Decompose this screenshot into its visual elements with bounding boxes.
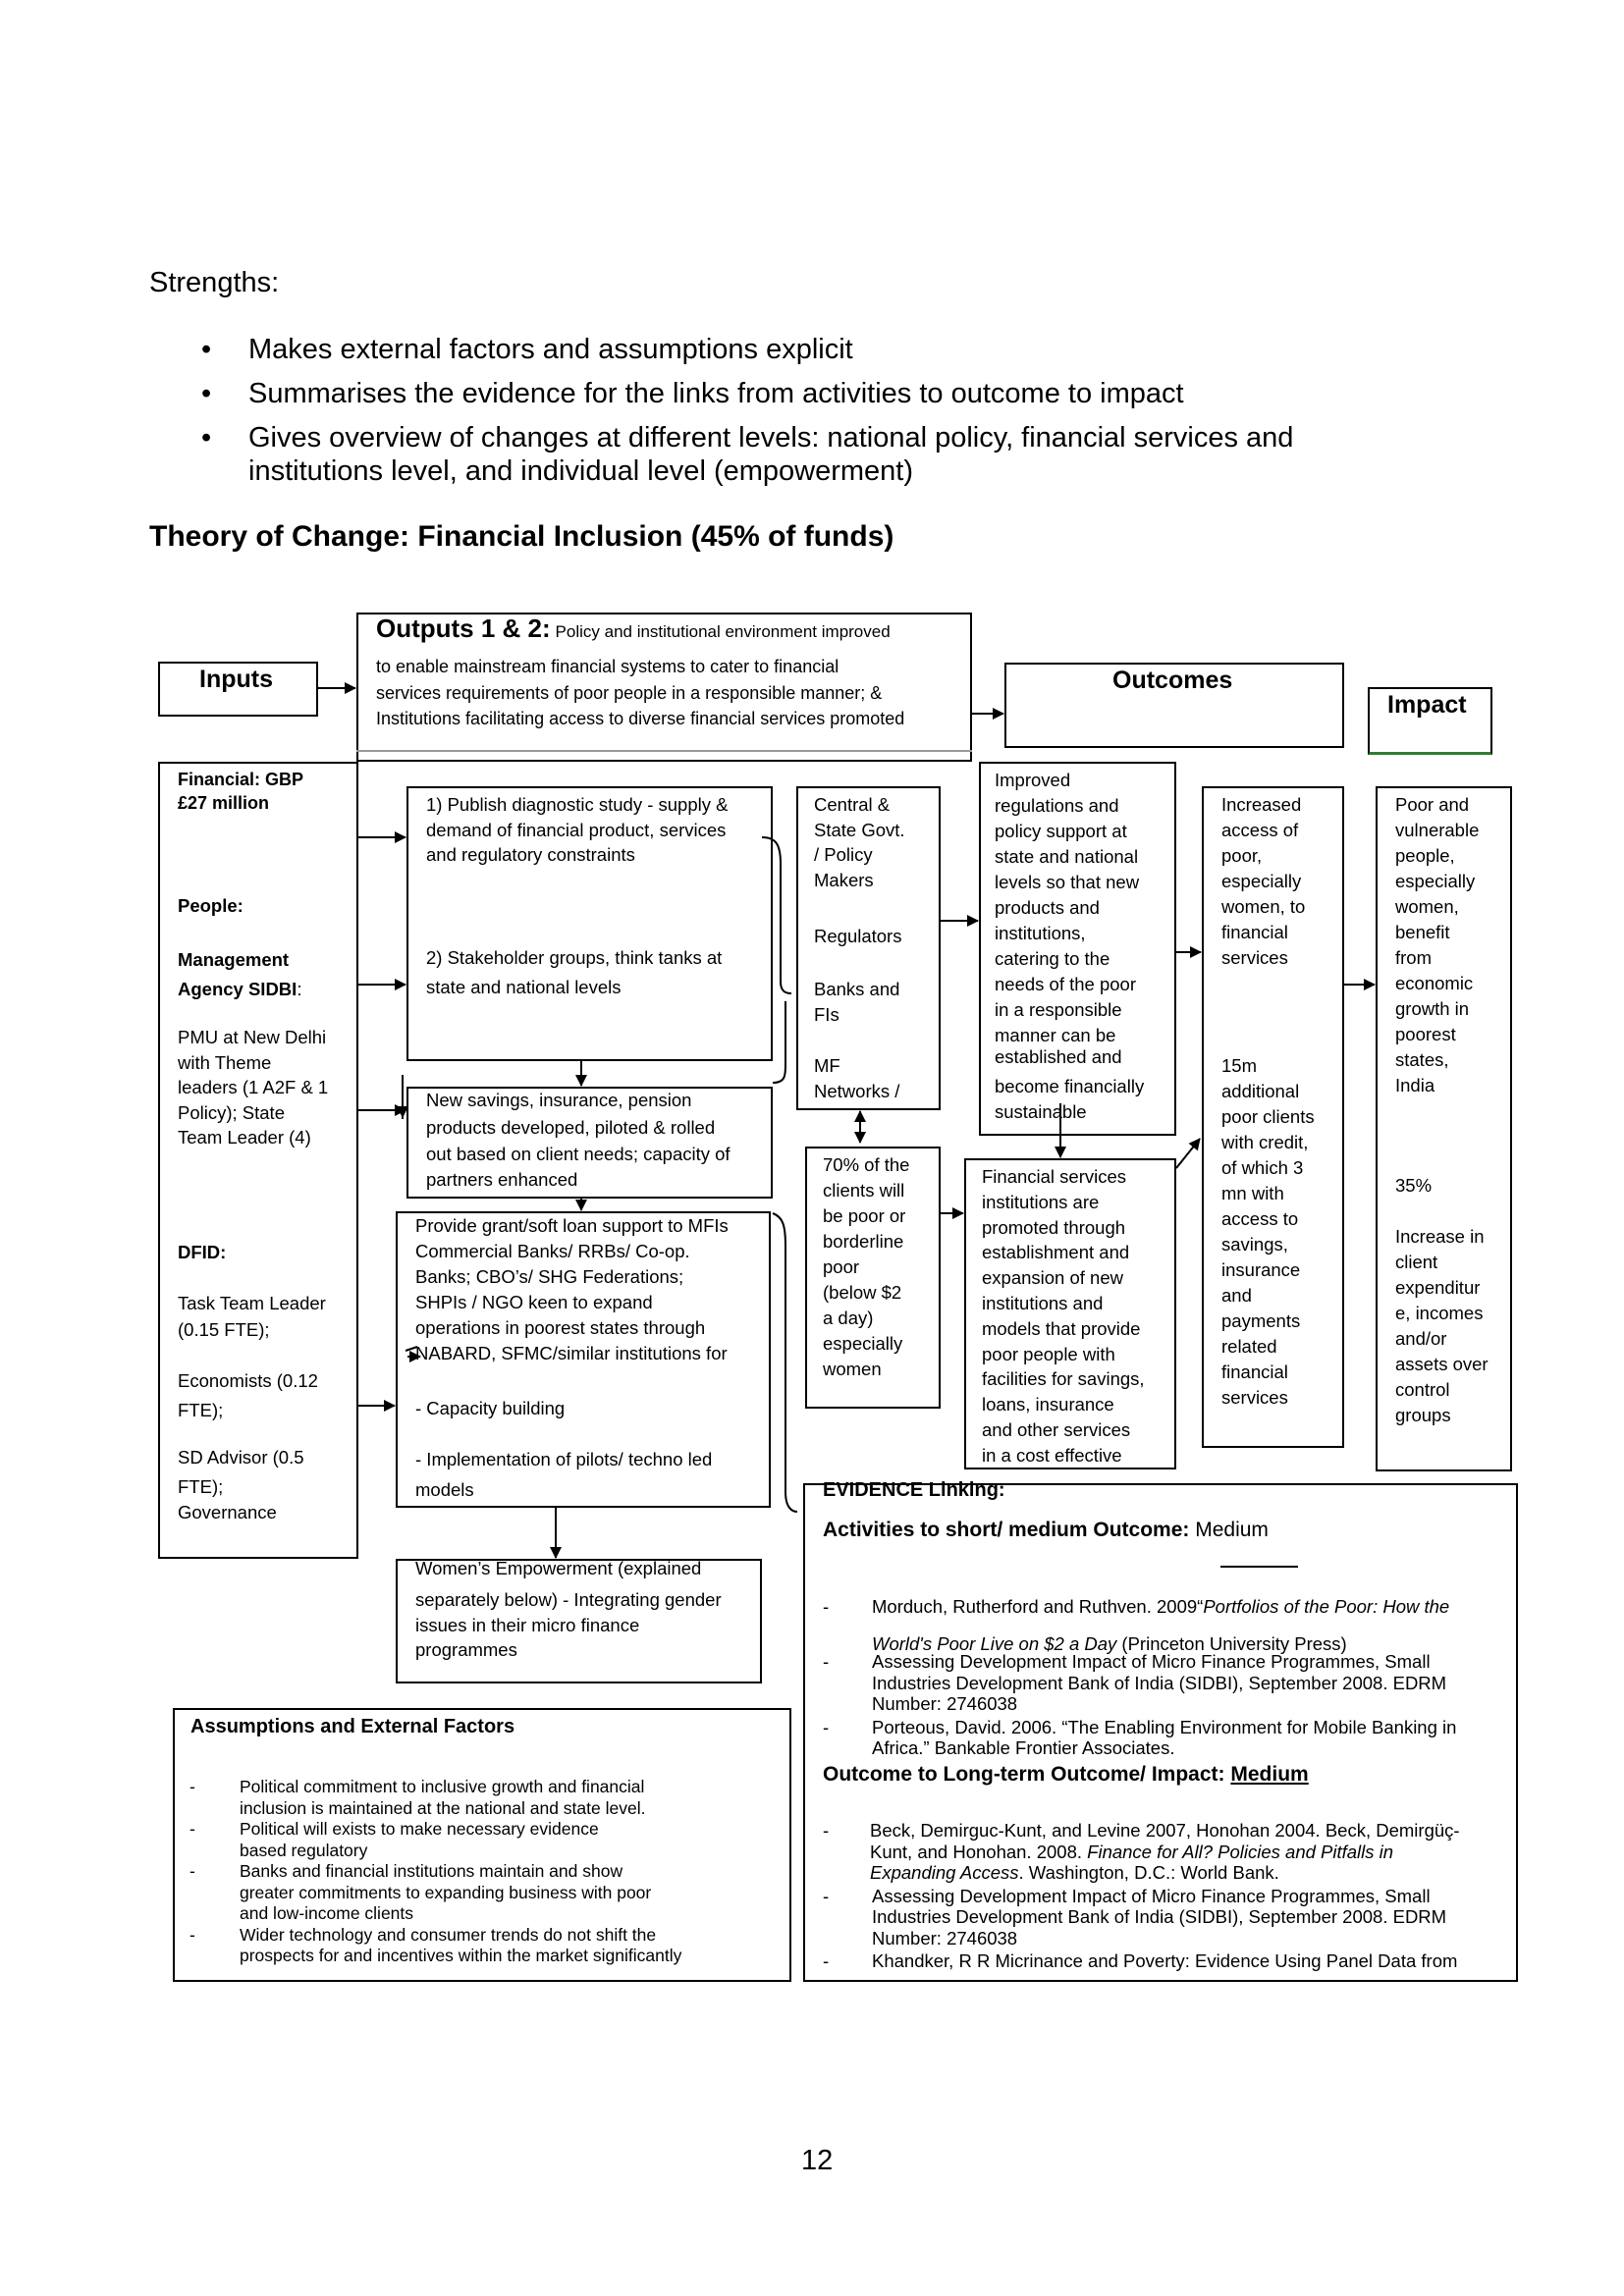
assumption-item: - Wider technology and consumer trends do not shift the prospects for and incentives within the market significantly: [189, 1924, 682, 1965]
assumption-item: - Political commitment to inclusive growth and financial inclusion is maintained at the national and state level.: [189, 1777, 646, 1818]
impact-box: Poor and vulnerable people, especially women, benefit from economic growth in poorest states, India 35% Increase in client expenditur e, incomes and/or assets over control groups: [1376, 786, 1512, 1471]
evidence-title: EVIDENCE Linking:: [823, 1479, 1005, 1501]
outcomes-header: Outcomes: [1004, 663, 1344, 748]
impact-header: Impact: [1368, 687, 1492, 755]
activity-box-3: New savings, insurance, pension products developed, piloted & rolled out based on client needs; capacity of partners enhanced: [406, 1087, 773, 1199]
evidence-ref: - Beck, Demirguc-Kunt, and Levine 2007, Honohan 2004. Beck, Demirgüç- Kunt, and Honohan. 2008. Finance for All? Policies and Pitfalls in Expanding Access. Washington, D.C.: World Bank.: [823, 1820, 1460, 1883]
evidence-section-1: Activities to short/ medium Outcome: Medium: [823, 1519, 1269, 1541]
inputs-box: Financial: GBP £27 million People: Management Agency SIDBI: PMU at New Delhi with Theme leaders (1 A2F & 1 Policy); State Team Leader (4) DFID: Task Team Leader (0.15 FTE); Economists (0.12 FTE); SD Advisor (0.5 FTE); Governance: [158, 762, 358, 1559]
brace-activity3: [773, 1001, 785, 1083]
assumption-item: - Political will exists to make necessary evidence based regulatory: [189, 1819, 599, 1860]
evidence-ref: - Morduch, Rutherford and Ruthven. 2009“Portfolios of the Poor: How the World's Poor Live on $2 a Day (Princeton University Press): [823, 1596, 1450, 1654]
evidence-ref: - Assessing Development Impact of Micro Finance Programmes, Small Industries Development Bank of India (SIDBI), September 2008. EDRM Number: 2746038: [823, 1885, 1447, 1949]
activity-box-4: Provide grant/soft loan support to MFIs Commercial Banks/ RRBs/ Co-op. Banks; CBO’s/ SHG Federations; SHPIs / NGO keen to expand operations in poorest states through NABARD, SFMC/similar institutions for - Capacity building - Implementation of pilots/ techno led models: [396, 1211, 771, 1508]
target-clients-box: 70% of the clients will be poor or borderline poor (below $2 a day) especially women: [805, 1147, 941, 1409]
strengths-bullet: • Makes external factors and assumptions explicit: [201, 334, 853, 365]
outcome-box-2: Financial services institutions are promoted through establishment and expansion of new institutions and models that provide poor people with facilities for savings, loans, insurance and other services in a cost effective: [964, 1158, 1176, 1469]
strengths-heading: Strengths:: [149, 267, 280, 298]
diagram-title: Theory of Change: Financial Inclusion (45% of funds): [149, 520, 894, 553]
outputs-divider: [356, 750, 972, 752]
evidence-separator: [1220, 1566, 1298, 1568]
assumption-item: - Banks and financial institutions maintain and show greater commitments to expanding business with poor and low-income clients: [189, 1861, 652, 1923]
assumptions-box: [173, 1708, 791, 1982]
arrow-outcome2-to-outcome3: [1176, 1139, 1200, 1168]
evidence-ref: - Porteous, David. 2006. “The Enabling Environment for Mobile Banking in Africa.” Bankable Frontier Associates.: [823, 1716, 1457, 1758]
evidence-ref: - Assessing Development Impact of Micro Finance Programmes, Small Industries Development Bank of India (SIDBI), September 2008. EDRM Number: 2746038: [823, 1651, 1447, 1714]
page-number: 12: [801, 2145, 834, 2176]
activity-box-5: Women’s Empowerment (explained separately below) - Integrating gender issues in their micro finance programmes: [396, 1559, 762, 1683]
strengths-list: [201, 333, 1525, 499]
inputs-header: Inputs: [158, 662, 318, 717]
outputs-header: Outputs 1 & 2: Policy and institutional environment improved to enable mainstream financial systems to cater to financial services requirements of poor people in a responsible manner; & Institutions facilitating access to diverse financial services promoted: [356, 613, 972, 762]
strengths-bullet: • Summarises the evidence for the links from activities to outcome to impact: [201, 378, 1184, 409]
stakeholders-box: Central & State Govt. / Policy Makers Regulators Banks and FIs MF Networks /: [796, 786, 941, 1110]
evidence-ref: - Khandker, R R Micrinance and Poverty: Evidence Using Panel Data from: [823, 1950, 1458, 1971]
assumptions-title: Assumptions and External Factors: [190, 1716, 515, 1737]
activity-box-1-2: 1) Publish diagnostic study - supply & demand of financial product, services and regulatory constraints 2) Stakeholder groups, think tanks at state and national levels: [406, 786, 773, 1061]
strengths-bullet: • Gives overview of changes at different levels: national policy, financial services and institutions level, and individual level (empowerment): [201, 422, 1294, 487]
outcome-box-1: Improved regulations and policy support at state and national levels so that new products and institutions, catering to the needs of the poor in a responsible manner can be established and become financially sustainable: [979, 762, 1176, 1136]
outcome-box-3: Increased access of poor, especially women, to financial services 15m additional poor clients with credit, of which 3 mn with access to savings, insurance and payments related financial services: [1202, 786, 1344, 1448]
evidence-box: [803, 1479, 1518, 1982]
brace-activity4: [773, 1213, 797, 1512]
evidence-section-2: Outcome to Long-term Outcome/ Impact: Medium: [823, 1763, 1309, 1786]
